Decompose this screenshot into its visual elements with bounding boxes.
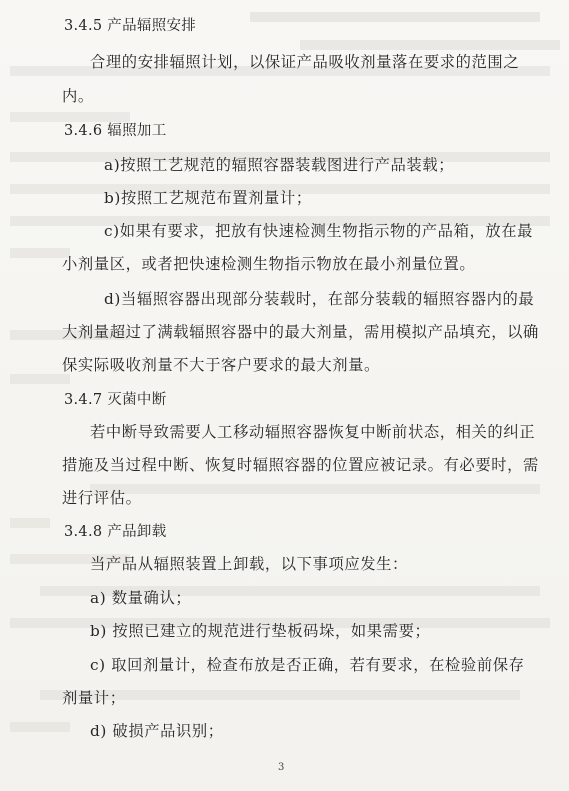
section-heading-3-4-7: 3.4.7 灭菌中断 [64, 392, 167, 408]
section-heading-3-4-8: 3.4.8 产品卸载 [64, 524, 167, 540]
list-item-a: a) 数量确认； [90, 589, 192, 607]
list-item-c-continued: 小剂量区，或者把快速检测生物指示物放在最小剂量位置。 [62, 255, 476, 273]
list-item-c-continued: 剂量计； [62, 689, 126, 707]
section-heading-3-4-6: 3.4.6 辐照加工 [64, 123, 167, 139]
section-heading-3-4-5: 3.4.5 产品辐照安排 [64, 18, 197, 34]
list-item-d: d)当辐照容器出现部分装载时，在部分装载的辐照容器内的最 [104, 290, 535, 308]
paragraph-line: 内。 [62, 87, 94, 105]
paragraph-line: 措施及当过程中断、恢复时辐照容器的位置应被记录。有必要时，需 [62, 456, 539, 474]
list-item-d: d) 破损产品识别； [90, 722, 224, 740]
list-item-b: b)按照工艺规范布置剂量计； [104, 189, 312, 207]
list-item-d-continued: 大剂量超过了满载辐照容器中的最大剂量，需用模拟产品填充，以确 [62, 323, 539, 341]
paragraph-line: 进行评估。 [62, 489, 142, 507]
list-item-d-continued: 保实际吸收剂量不大于客户要求的最大剂量。 [62, 356, 380, 374]
page-number: 3 [278, 762, 285, 773]
paragraph-line: 合理的安排辐照计划，以保证产品吸收剂量落在要求的范围之 [90, 53, 520, 71]
list-item-c: c)如果有要求，把放有快速检测生物指示物的产品箱，放在最 [104, 222, 534, 240]
list-item-c: c) 取回剂量计，检查布放是否正确，若有要求，在检验前保存 [90, 656, 525, 674]
paragraph-line: 当产品从辐照装置上卸载，以下事项应发生： [90, 555, 408, 573]
list-item-b: b) 按照已建立的规范进行垫板码垛，如果需要； [90, 622, 431, 640]
paragraph-line: 若中断导致需要人工移动辐照容器恢复中断前状态，相关的纠正 [90, 423, 536, 441]
list-item-a: a)按照工艺规范的辐照容器装载图进行产品装载； [104, 156, 455, 174]
